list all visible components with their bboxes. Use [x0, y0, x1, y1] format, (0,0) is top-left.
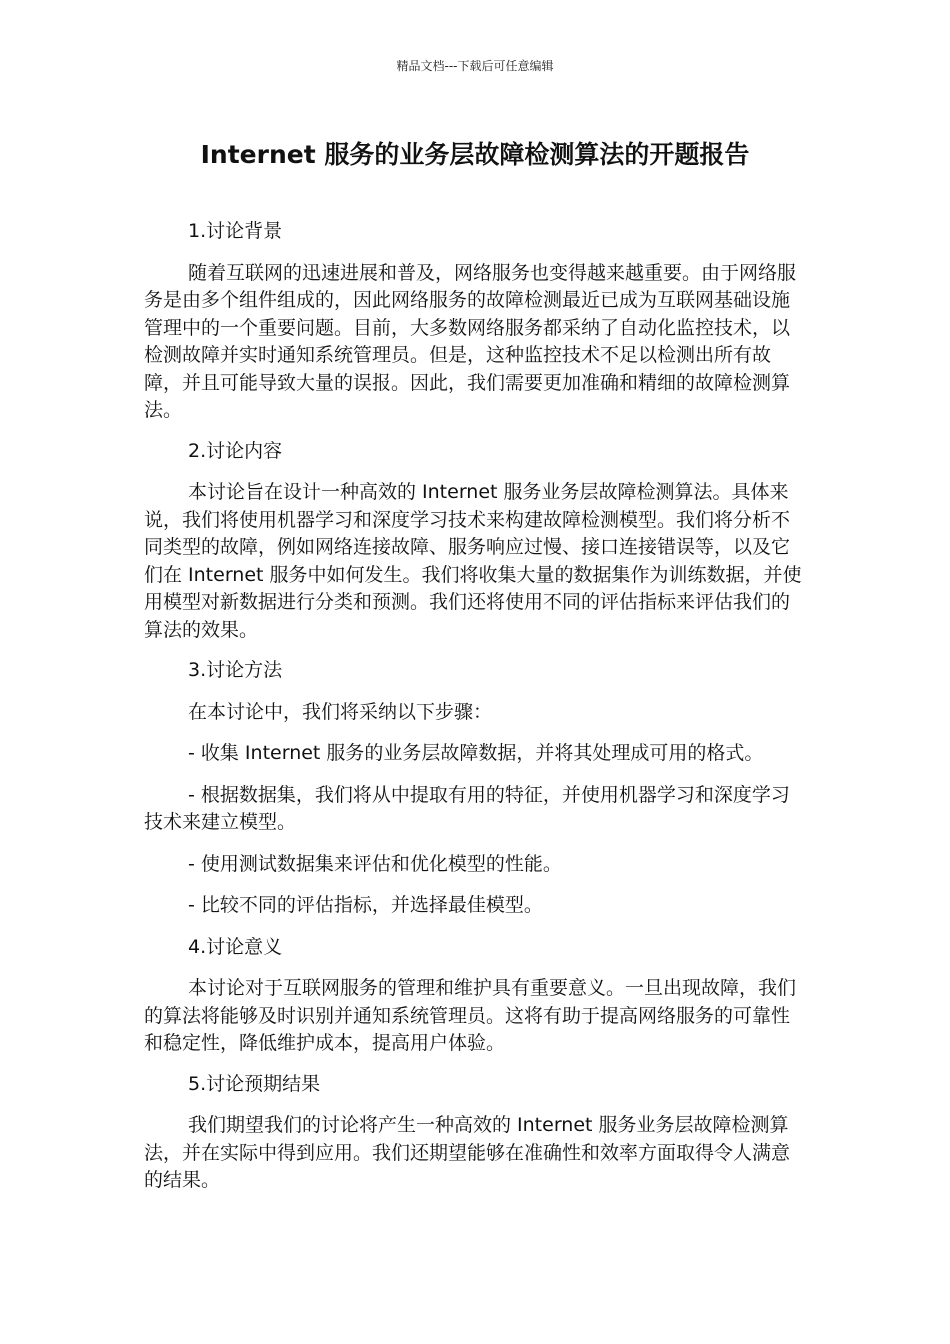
section-heading-content: 2.讨论内容 — [188, 439, 283, 462]
method-step: - 比较不同的评估指标，并选择最佳模型。 — [188, 894, 543, 916]
section-text-background: 随着互联网的迅速进展和普及，网络服务也变得越来越重要。由于网络服务是由多个组件组成的，因此网络服务的故障检测最近已成为互联网基础设施管理中的一个重要问题。目前，大多数网络服务都采纳了自动化监控技术，以检测故障并实时通知系统管理员。但是，这种监控技术不足以检测出所有故障，并且可能导致大量的误报。因此，我们需要更加准确和精细的故障检测算法。 — [144, 261, 797, 421]
section-heading-background: 1.讨论背景 — [188, 220, 283, 242]
document-title: Internet 服务的业务层故障检测算法的开题报告 — [200, 140, 750, 169]
section-text-expected: 我们期望我们的讨论将产生一种高效的 Internet 服务业务层故障检测算法，并在实际中得到应用。我们还期望能够在准确性和效率方面取得令人满意的结果。 — [144, 1114, 791, 1191]
method-intro: 在本讨论中，我们将采纳以下步骤： — [188, 700, 493, 723]
method-step: - 根据数据集，我们将从中提取有用的特征，并使用机器学习和深度学习技术来建立模型。 — [144, 783, 790, 833]
header-note: 精品文档---下载后可任意编辑 — [396, 59, 554, 73]
section-heading-expected: 5.讨论预期结果 — [188, 1072, 321, 1095]
section-heading-method: 3.讨论方法 — [188, 659, 283, 681]
section-text-content: 本讨论旨在设计一种高效的 Internet 服务业务层故障检测算法。具体来说，我们将使用机器学习和深度学习技术来构建故障检测模型。我们将分析不同类型的故障，例如网络连接故障、服务响应过慢、接口连接错误等，以及它们在 Internet 服务中如何发生。我们将收集大量的数据集作为训练数据，并使用模型对新数据进行分类和预测。我们还将使用不同的评估指标来评估我们的算法的效果。 — [144, 481, 802, 641]
section-heading-significance: 4.讨论意义 — [188, 935, 283, 958]
method-step: - 使用测试数据集来评估和优化模型的性能。 — [188, 852, 562, 875]
method-step: - 收集 Internet 服务的业务层故障数据，并将其处理成可用的格式。 — [188, 742, 764, 764]
section-text-significance: 本讨论对于互联网服务的管理和维护具有重要意义。一旦出现故障，我们的算法将能够及时识别并通知系统管理员。这将有助于提高网络服务的可靠性和稳定性，降低维护成本，提高用户体验。 — [144, 977, 797, 1054]
document-body — [144, 218, 808, 1195]
